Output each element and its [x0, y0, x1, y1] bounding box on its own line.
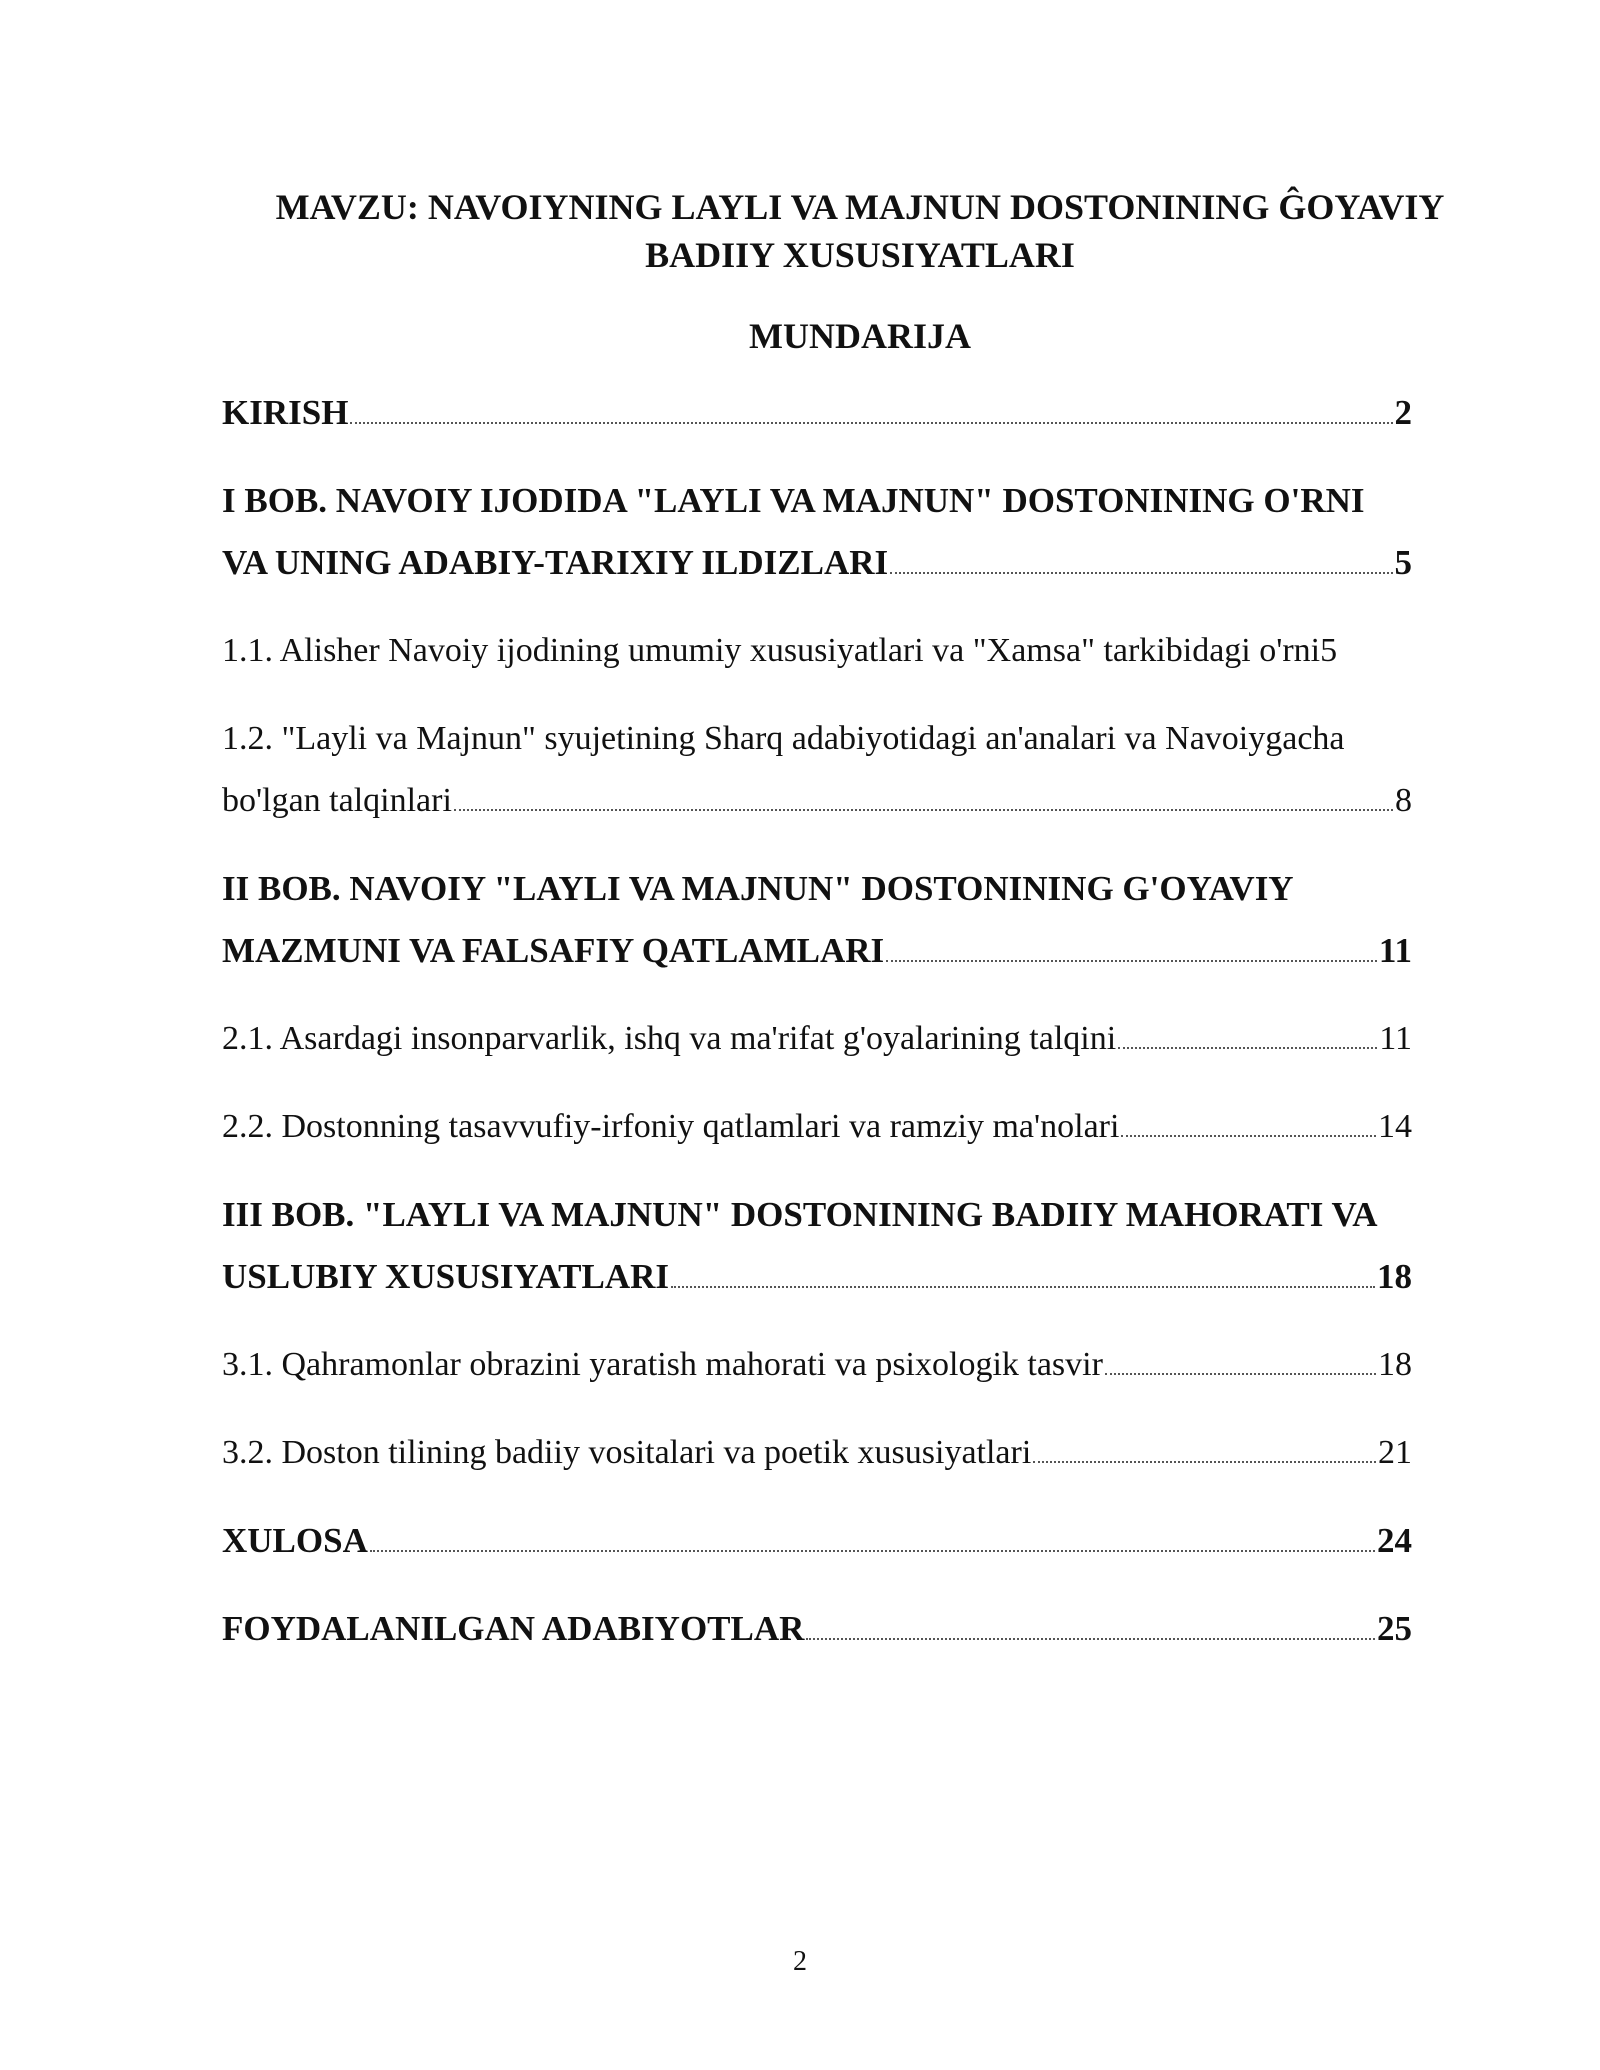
- toc-page-number: 2: [1394, 393, 1412, 432]
- toc-entry-section-1-1[interactable]: [222, 620, 1412, 682]
- document-title-line-2: BADIIY XUSUSIYATLARI: [645, 235, 1075, 275]
- dot-leader: [886, 959, 1377, 962]
- document-title-line-1: MAVZU: NAVOIYNING LAYLI VA MAJNUN DOSTONINING ĜOYAVIY: [275, 187, 1445, 227]
- toc-entry-references[interactable]: [222, 1598, 1412, 1660]
- page-number: 2: [793, 1946, 807, 1977]
- dot-leader: [890, 571, 1392, 574]
- toc-entry-section-1-2[interactable]: [222, 708, 1412, 832]
- toc-entry-label: USLUBIY XUSUSIYATLARI: [222, 1257, 670, 1296]
- toc-entry-label: FOYDALANILGAN ADABIYOTLAR: [222, 1609, 805, 1648]
- toc-entry-xulosa[interactable]: [222, 1510, 1412, 1572]
- toc-entry-label-line-1: II BOB. NAVOIY "LAYLI VA MAJNUN" DOSTONINING G'OYAVIY: [222, 869, 1294, 908]
- toc-entry-label-line-1: 1.2. "Layli va Majnun" syujetining Sharq adabiyotidagi an'analari va Navoiygacha: [222, 720, 1345, 757]
- toc-page-number: 18: [1378, 1346, 1412, 1383]
- toc-entry-chapter-3[interactable]: [222, 1184, 1412, 1308]
- dot-leader: [370, 1549, 1375, 1552]
- toc-entry-label-line-1: I BOB. NAVOIY IJODIDA "LAYLI VA MAJNUN" DOSTONINING O'RNI: [222, 481, 1365, 520]
- toc-entry-section-2-1[interactable]: [222, 1008, 1412, 1070]
- toc-entry-label: 2.1. Asardagi insonparvarlik, ishq va ma'rifat g'oyalarining talqini: [222, 1020, 1117, 1057]
- toc-entry-chapter-1[interactable]: [222, 470, 1412, 594]
- toc-page-number: 21: [1378, 1434, 1412, 1471]
- toc-entry-label: 3.1. Qahramonlar obrazini yaratish mahorati va psixologik tasvir: [222, 1346, 1103, 1383]
- toc-entry-label: 1.1. Alisher Navoiy ijodining umumiy xususiyatlari va "Xamsa" tarkibidagi o'rni: [222, 632, 1321, 669]
- toc-page-number: 5: [1320, 632, 1338, 669]
- dot-leader: [1118, 1046, 1377, 1049]
- dot-leader: [350, 421, 1392, 424]
- dot-leader: [671, 1285, 1375, 1288]
- table-of-contents: [222, 382, 1412, 1686]
- dot-leader: [454, 808, 1393, 811]
- toc-page-number: 25: [1377, 1609, 1412, 1648]
- toc-page-number: 8: [1395, 782, 1412, 819]
- toc-heading: MUNDARIJA: [749, 316, 971, 356]
- document-title: [200, 183, 1520, 279]
- toc-entry-section-3-2[interactable]: [222, 1422, 1412, 1484]
- toc-page-number: 11: [1379, 1020, 1412, 1057]
- toc-entry-section-2-2[interactable]: [222, 1096, 1412, 1158]
- toc-entry-label: VA UNING ADABIY-TARIXIY ILDIZLARI: [222, 543, 889, 582]
- toc-entry-label: XULOSA: [222, 1521, 368, 1560]
- dot-leader: [1033, 1460, 1376, 1463]
- toc-entry-label-line-1: III BOB. "LAYLI VA MAJNUN" DOSTONINING BADIIY MAHORATI VA: [222, 1195, 1378, 1234]
- toc-entry-kirish[interactable]: [222, 382, 1412, 444]
- toc-entry-label: bo'lgan talqinlari: [222, 782, 452, 819]
- toc-entry-label: MAZMUNI VA FALSAFIY QATLAMLARI: [222, 931, 885, 970]
- dot-leader: [1105, 1372, 1376, 1375]
- toc-entry-section-3-1[interactable]: [222, 1334, 1412, 1396]
- toc-entry-chapter-2[interactable]: [222, 858, 1412, 982]
- toc-page-number: 14: [1378, 1108, 1412, 1145]
- dot-leader: [1121, 1134, 1376, 1137]
- toc-page-number: 24: [1377, 1521, 1412, 1560]
- toc-entry-label: 2.2. Dostonning tasavvufiy-irfoniy qatlamlari va ramziy ma'nolari: [222, 1108, 1120, 1145]
- toc-page-number: 11: [1378, 931, 1412, 970]
- toc-entry-label: KIRISH: [222, 393, 349, 432]
- toc-page-number: 18: [1377, 1257, 1412, 1296]
- toc-page-number: 5: [1394, 543, 1412, 582]
- dot-leader: [806, 1637, 1375, 1640]
- toc-entry-label: 3.2. Doston tilining badiiy vositalari va poetik xususiyatlari: [222, 1434, 1032, 1471]
